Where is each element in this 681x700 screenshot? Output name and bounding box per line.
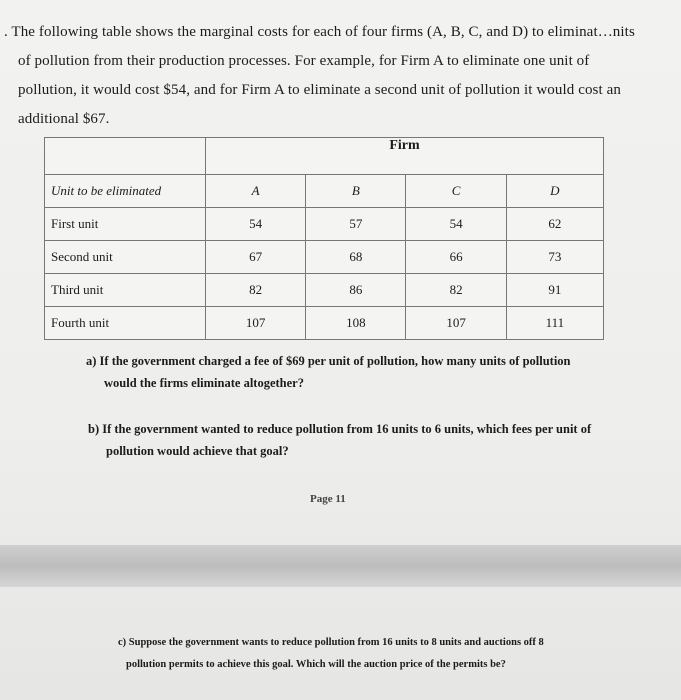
firm-header-b: B [306, 175, 406, 208]
marginal-cost-table [44, 137, 604, 340]
firm-header-a: A [206, 175, 306, 208]
cost-cell: 107 [406, 307, 506, 340]
question-b-line2: pollution would achieve that goal? [106, 444, 289, 458]
question-a-line2: would the firms eliminate altogether? [104, 376, 304, 390]
cost-cell: 82 [406, 274, 506, 307]
question-b [88, 418, 648, 462]
question-b-line1: b) If the government wanted to reduce pollution from 16 units to 6 units, which fees per unit of [88, 422, 592, 436]
cost-cell: 54 [206, 208, 306, 241]
intro-line: pollution, it would cost $54, and for Firm A to eliminate a second unit of pollution it would cost an [18, 82, 621, 98]
cost-cell: 91 [506, 274, 603, 307]
empty-corner-cell [45, 138, 206, 175]
page-number: Page 11 [310, 493, 346, 505]
table-header-row [45, 175, 604, 208]
table-row [45, 241, 604, 274]
row-label: Second unit [45, 241, 206, 274]
row-header-label: Unit to be eliminated [45, 175, 206, 208]
page-break-gap [0, 545, 681, 587]
table-row [45, 274, 604, 307]
cost-cell: 86 [306, 274, 406, 307]
question-a [86, 350, 646, 394]
problem-intro [4, 18, 664, 134]
firm-title: Firm [206, 138, 604, 175]
cost-cell: 82 [206, 274, 306, 307]
cost-cell: 68 [306, 241, 406, 274]
row-label: First unit [45, 208, 206, 241]
table-row [45, 208, 604, 241]
question-c [118, 632, 658, 676]
table-title-row [45, 138, 604, 175]
cost-cell: 73 [506, 241, 603, 274]
cost-cell: 62 [506, 208, 603, 241]
intro-line: of pollution from their production processes. For example, for Firm A to eliminate one unit of [18, 53, 590, 69]
cost-cell: 54 [406, 208, 506, 241]
cost-cell: 108 [306, 307, 406, 340]
table-row [45, 307, 604, 340]
cost-cell: 66 [406, 241, 506, 274]
cost-cell: 57 [306, 208, 406, 241]
firm-header-d: D [506, 175, 603, 208]
cost-cell: 111 [506, 307, 603, 340]
intro-line: additional $67. [18, 111, 110, 127]
question-c-line2: pollution permits to achieve this goal. Which will the auction price of the permits be? [126, 659, 506, 670]
row-label: Fourth unit [45, 307, 206, 340]
question-c-line1: c) Suppose the government wants to reduce pollution from 16 units to 8 units and auctions off 8 [118, 637, 544, 648]
row-label: Third unit [45, 274, 206, 307]
intro-line: . The following table shows the marginal costs for each of four firms (A, B, C, and D) to eliminat…nits [4, 24, 635, 40]
question-a-line1: a) If the government charged a fee of $69 per unit of pollution, how many units of pollution [86, 354, 571, 368]
firm-header-c: C [406, 175, 506, 208]
cost-cell: 107 [206, 307, 306, 340]
cost-cell: 67 [206, 241, 306, 274]
